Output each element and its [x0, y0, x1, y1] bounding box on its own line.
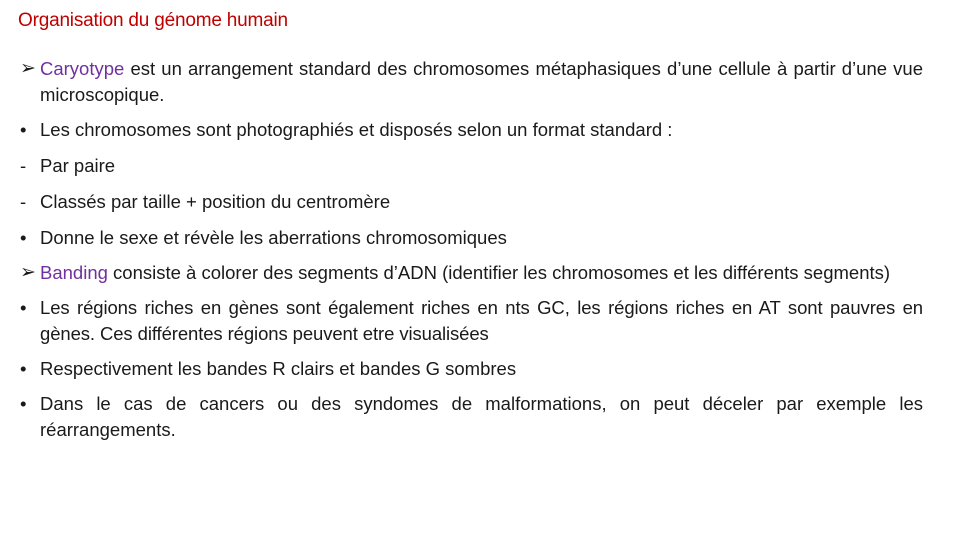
list-item	[20, 295, 923, 347]
dash-bullet-icon: -	[20, 191, 27, 212]
list-item	[20, 391, 923, 443]
list-item-text: Dans le cas de cancers ou des syndomes de malformations, on peut déceler par exemple les réarrangements.	[40, 393, 923, 440]
slide-title: Organisation du génome humain	[18, 10, 288, 31]
term-caryotype: Caryotype	[40, 58, 125, 79]
list-item-body: est un arrangement standard des chromosomes métaphasiques d’une cellule à partir d’une vue microscopique.	[40, 58, 923, 105]
arrow-bullet-icon: ➢	[20, 58, 36, 79]
arrow-bullet-icon: ➢	[20, 262, 36, 283]
list-item	[20, 56, 923, 108]
list-item	[20, 153, 923, 179]
list-item-text: Les chromosomes sont photographiés et disposés selon un format standard :	[40, 119, 673, 140]
list-item	[20, 225, 923, 251]
list-item-text: Donne le sexe et révèle les aberrations chromosomiques	[40, 227, 507, 248]
list-item-text: Les régions riches en gènes sont également riches en nts GC, les régions riches en AT sont pauvres en gènes. Ces différentes régions peuvent etre visualisées	[40, 297, 923, 344]
list-item	[20, 189, 923, 215]
list-item-text: Respectivement les bandes R clairs et bandes G sombres	[40, 358, 517, 379]
bullet-icon: •	[20, 119, 27, 140]
list-item-body: consiste à colorer des segments d’ADN (identifier les chromosomes et les différents segments)	[107, 262, 891, 283]
list-item-text	[40, 56, 923, 108]
list-item-text: Par paire	[40, 155, 116, 176]
bullet-icon: •	[20, 297, 27, 318]
list-item-text	[40, 260, 923, 286]
list-item	[20, 356, 923, 382]
dash-bullet-icon: -	[20, 155, 27, 176]
bullet-list	[20, 56, 923, 453]
bullet-icon: •	[20, 227, 27, 248]
list-item-text: Classés par taille + position du centromère	[40, 191, 391, 212]
term-banding: Banding	[40, 262, 108, 283]
list-item	[20, 117, 923, 143]
bullet-icon: •	[20, 358, 27, 379]
list-item	[20, 260, 923, 286]
bullet-icon: •	[20, 393, 27, 414]
